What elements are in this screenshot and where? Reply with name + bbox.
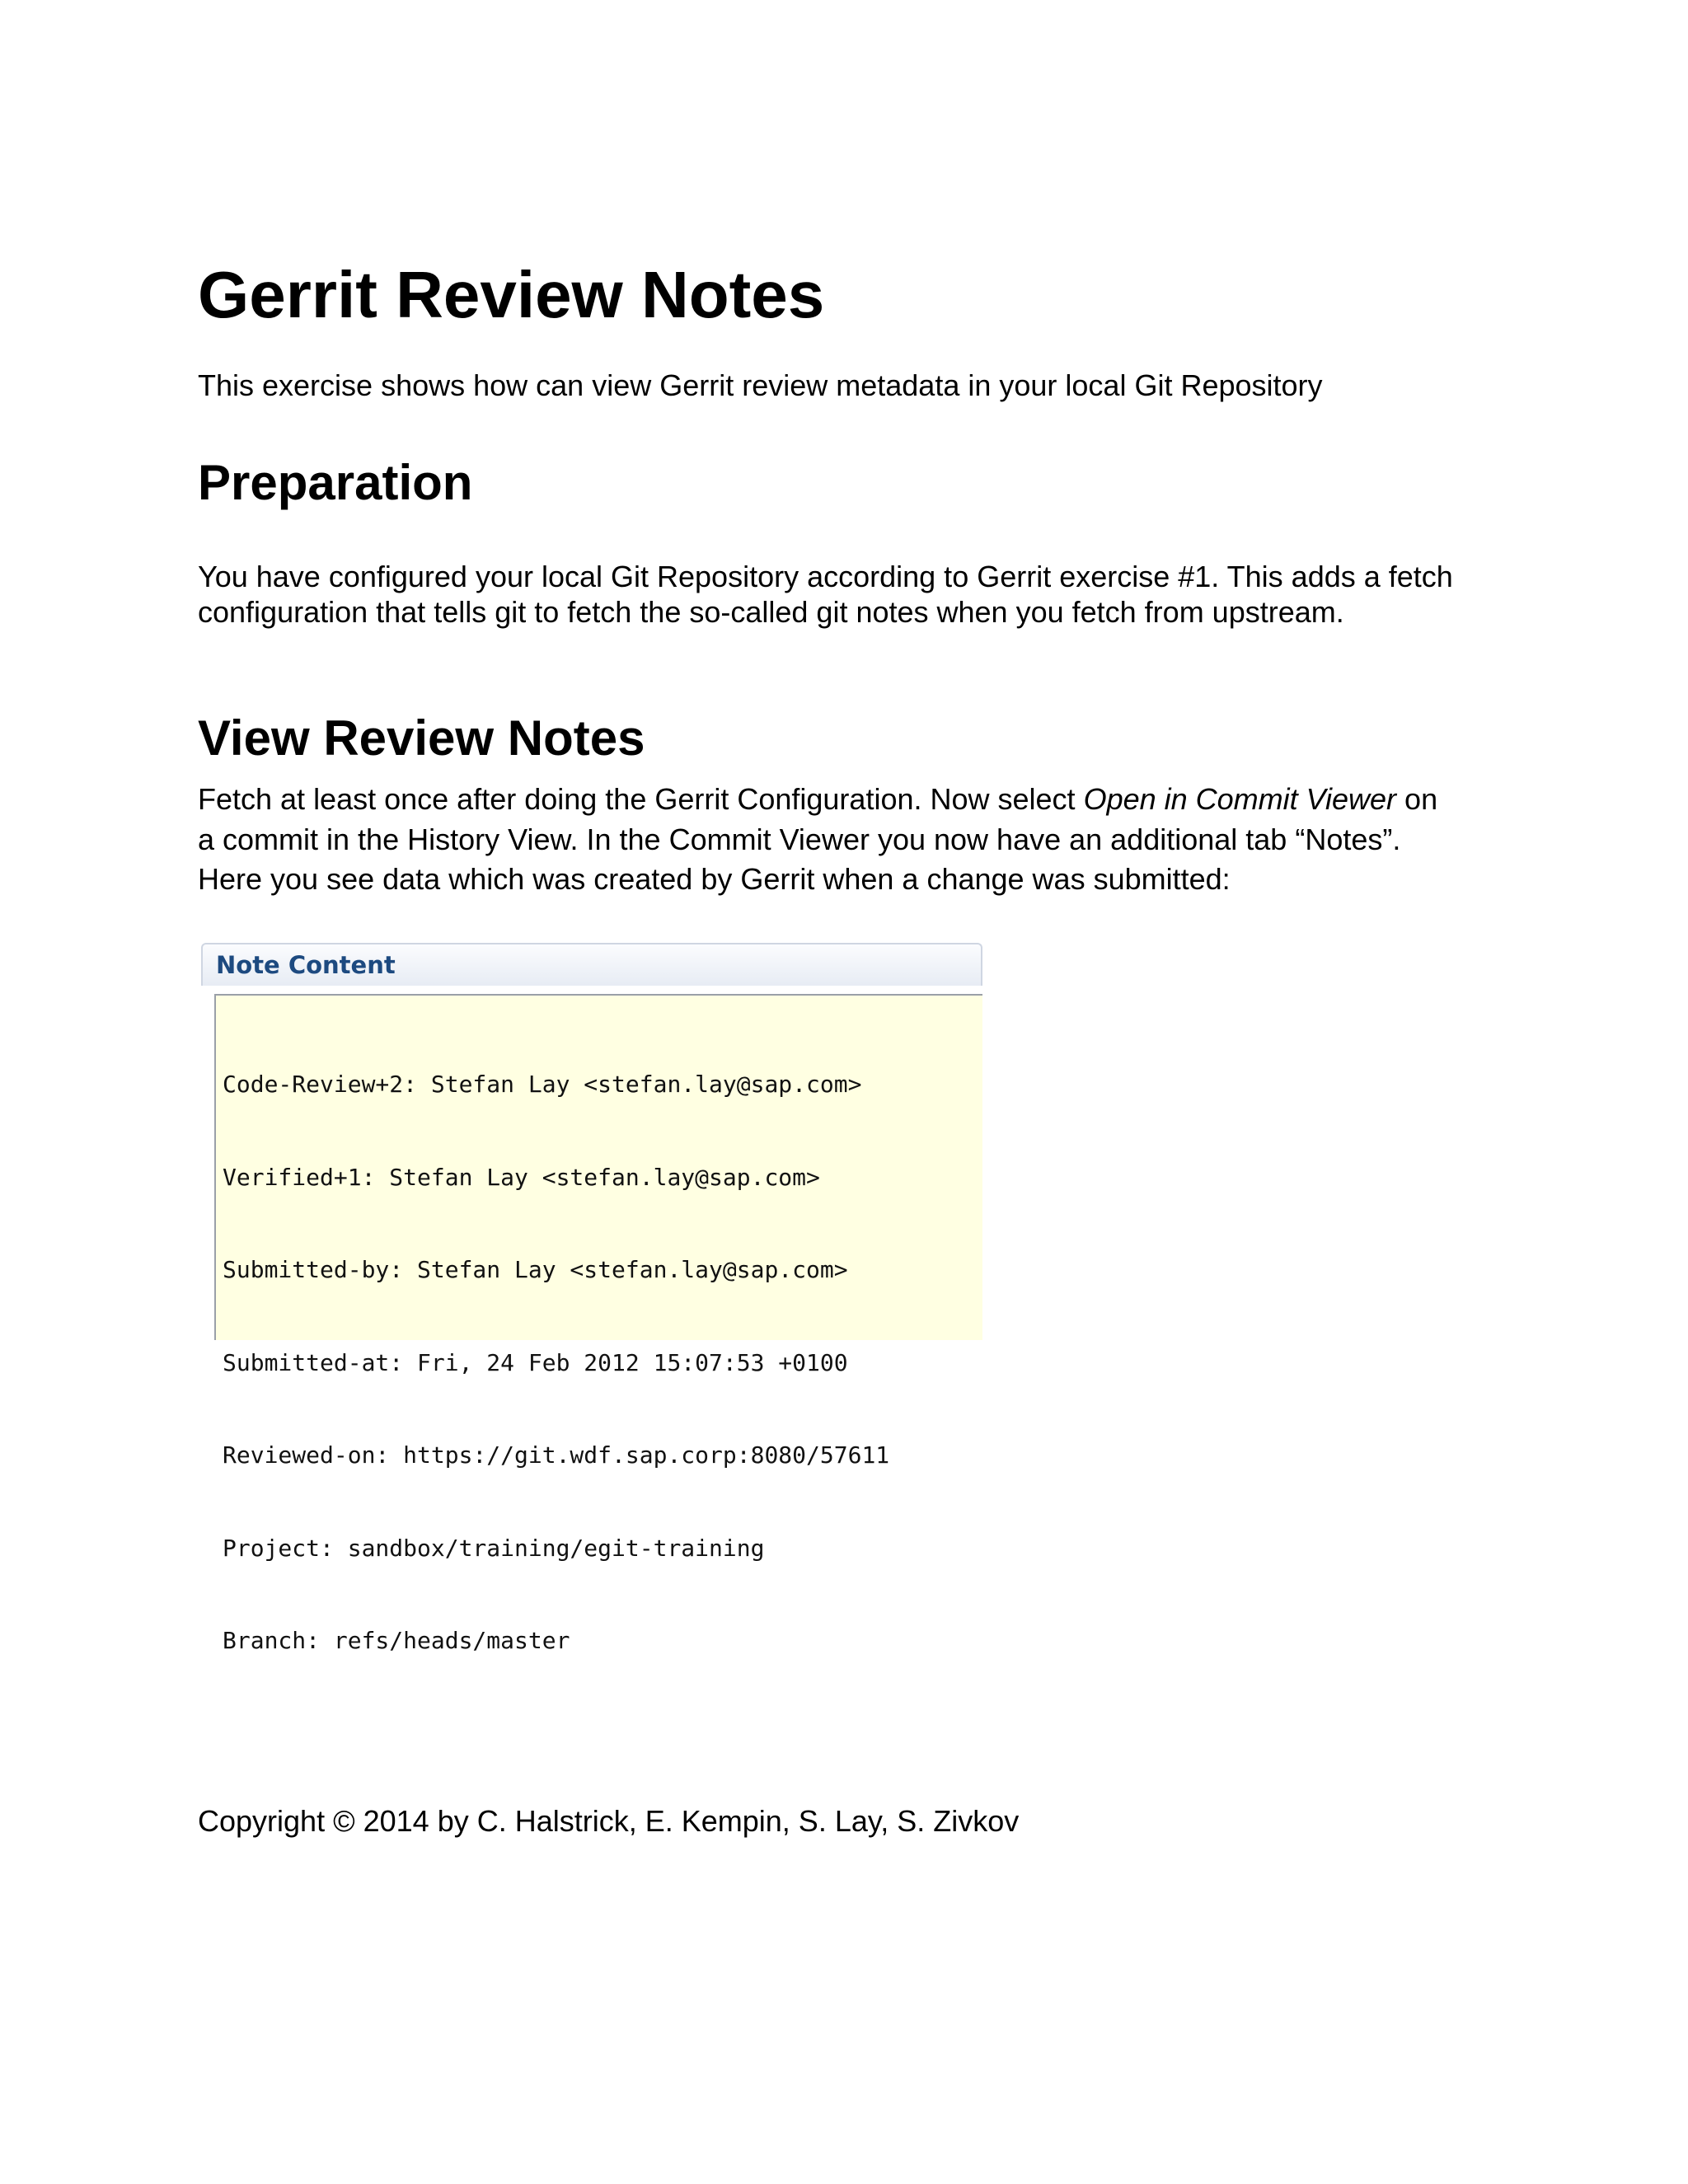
note-content-panel-title: Note Content	[216, 951, 396, 979]
preparation-line-2: configuration that tells git to fetch the so-called git notes when you fetch from upstream.	[198, 595, 1344, 629]
note-line-submitted-by: Submitted-by: Stefan Lay <stefan.lay@sap.com>	[223, 1256, 848, 1283]
note-line-submitted-at: Submitted-at: Fri, 24 Feb 2012 15:07:53 +0100	[223, 1348, 848, 1376]
view-line-3: Here you see data which was created by Gerrit when a change was submitted:	[198, 862, 1231, 896]
preparation-paragraph	[198, 559, 1517, 630]
note-content-panel	[201, 943, 982, 1654]
open-in-commit-viewer-emphasis: Open in Commit Viewer	[1083, 782, 1397, 816]
intro-text: This exercise shows how can view Gerrit review metadata in your local Git Repository	[198, 368, 1323, 402]
view-review-notes-paragraph	[198, 780, 1517, 900]
copyright-footer: Copyright © 2014 by C. Halstrick, E. Kempin, S. Lay, S. Zivkov	[198, 1804, 1020, 1838]
page-title: Gerrit Review Notes	[198, 258, 825, 331]
preparation-line-1: You have configured your local Git Repository according to Gerrit exercise #1. This adds a fetch	[198, 560, 1453, 593]
note-line-reviewed-on: Reviewed-on: https://git.wdf.sap.corp:8080/57611	[223, 1441, 890, 1469]
view-line-1-end: on	[1396, 782, 1438, 816]
note-line-verified: Verified+1: Stefan Lay <stefan.lay@sap.com>	[223, 1163, 820, 1191]
note-content-panel-header	[201, 943, 982, 986]
note-line-project: Project: sandbox/training/egit-training	[223, 1534, 765, 1562]
section-heading-preparation: Preparation	[198, 455, 473, 510]
view-line-1	[198, 780, 1517, 820]
view-line-1-start: Fetch at least once after doing the Gerrit Configuration. Now select	[198, 782, 1084, 816]
note-lines-list	[223, 1007, 889, 1718]
section-heading-view-review-notes: View Review Notes	[198, 710, 645, 766]
view-line-2: a commit in the History View. In the Commit Viewer you now have an additional tab “Notes”.	[198, 822, 1401, 856]
note-content-text-area[interactable]	[214, 994, 982, 1654]
note-line-code-review: Code-Review+2: Stefan Lay <stefan.lay@sap.com>	[223, 1071, 862, 1098]
note-line-branch: Branch: refs/heads/master	[223, 1627, 570, 1654]
